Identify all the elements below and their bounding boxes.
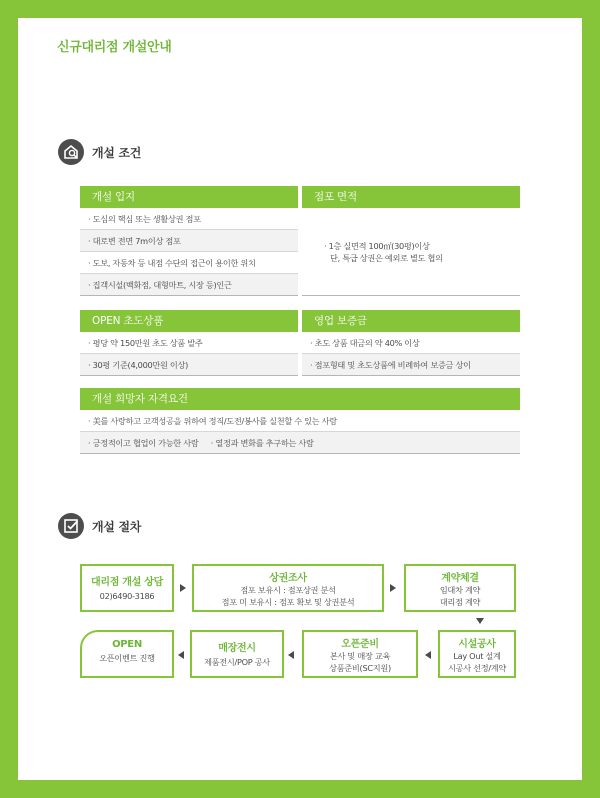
step-prepare-desc-1: 본사 및 매장 교육: [329, 651, 391, 661]
qualification-title: 개설 희망자 자격요건: [80, 388, 520, 410]
location-box: [80, 186, 298, 296]
step-contract-title: 계약체결: [441, 573, 479, 584]
deposit-box: [302, 310, 520, 376]
step-open: [80, 630, 174, 678]
step-contract-desc-2: 대리점 계약: [439, 597, 481, 607]
area-box: [302, 186, 520, 296]
list-item: [80, 432, 520, 454]
step-construction-desc-1: Lay Out 설계: [453, 651, 501, 661]
arrow-left-icon: [288, 651, 294, 659]
step-survey: [192, 564, 384, 612]
list-item: · 대로변 전면 7m이상 점포: [80, 230, 298, 252]
arrow-left-icon: [178, 651, 184, 659]
qualification-item-2b: · 열정과 변화를 추구하는 사람: [210, 438, 314, 448]
location-title: 개설 입지: [80, 186, 298, 208]
area-line-1: · 1층 실면적 100㎡(30평)이상: [324, 241, 430, 251]
step-survey-desc-1: 점포 보유시 : 점포상권 분석: [240, 585, 336, 595]
step-prepare-desc-2: 상품준비(SC지원): [329, 663, 391, 673]
list-item: · 美를 사랑하고 고객성공을 위하여 정직/도전/봉사를 실천할 수 있는 사람: [80, 410, 520, 432]
step-construction-title: 시설공사: [458, 639, 496, 650]
page-title: 신규대리점 개설안내: [57, 40, 172, 55]
qualification-item-2a: · 긍정적이고 협업이 가능한 사람: [88, 438, 199, 448]
procedure-heading-label: 개설 절차: [92, 519, 142, 534]
step-contract-desc-1: 임대차 계약: [439, 585, 481, 595]
step-prepare-title: 오픈준비: [341, 639, 379, 650]
step-survey-title: 상권조사: [269, 573, 307, 584]
area-body: [302, 208, 520, 296]
store-search-icon: [58, 139, 84, 165]
step-prepare: [302, 630, 418, 678]
deposit-title: 영업 보증금: [302, 310, 520, 332]
step-open-title: OPEN: [112, 639, 142, 650]
step-consult: [80, 564, 174, 612]
arrow-right-icon: [390, 584, 396, 592]
checklist-icon: [58, 513, 84, 539]
area-line-2: 단, 특급 상권은 예외로 별도 협의: [330, 253, 443, 263]
step-display-desc: 제품전시/POP 공사: [204, 657, 270, 667]
step-consult-title: 대리점 개설 상담: [91, 577, 163, 588]
step-display: [190, 630, 284, 678]
procedure-heading: [58, 513, 141, 539]
arrow-left-icon: [425, 651, 431, 659]
open-goods-title: OPEN 초도상품: [80, 310, 298, 332]
list-item: · 평당 약 150만원 초도 상품 발주: [80, 332, 298, 354]
area-title: 점포 면적: [302, 186, 520, 208]
arrow-down-icon: [476, 618, 484, 624]
list-item: · 도보, 자동차 등 내점 수단의 접근이 용이한 위치: [80, 252, 298, 274]
conditions-heading: [58, 139, 141, 165]
step-consult-phone: 02)6490-3186: [99, 591, 155, 601]
step-open-desc: 오픈이벤트 진행: [99, 653, 155, 663]
list-item: · 30평 기준(4,000만원 이상): [80, 354, 298, 376]
arrow-right-icon: [180, 584, 186, 592]
list-item: · 초도 상품 대금의 약 40% 이상: [302, 332, 520, 354]
open-goods-box: [80, 310, 298, 376]
qualification-box: [80, 388, 520, 454]
list-item: · 도심의 핵심 또는 생활상권 점포: [80, 208, 298, 230]
step-construction-desc-2: 시공사 선정/계약: [447, 663, 507, 673]
step-construction: [438, 630, 516, 678]
step-display-title: 매장전시: [218, 643, 256, 654]
conditions-heading-label: 개설 조건: [92, 145, 142, 160]
step-contract: [404, 564, 516, 612]
list-item: · 집객시설(백화점, 대형마트, 시장 등)인근: [80, 274, 298, 296]
step-survey-desc-2: 점포 미 보유시 : 점포 확보 및 상권분석: [221, 597, 355, 607]
list-item: · 점포형태 및 초도상품에 비례하여 보증금 상이: [302, 354, 520, 376]
